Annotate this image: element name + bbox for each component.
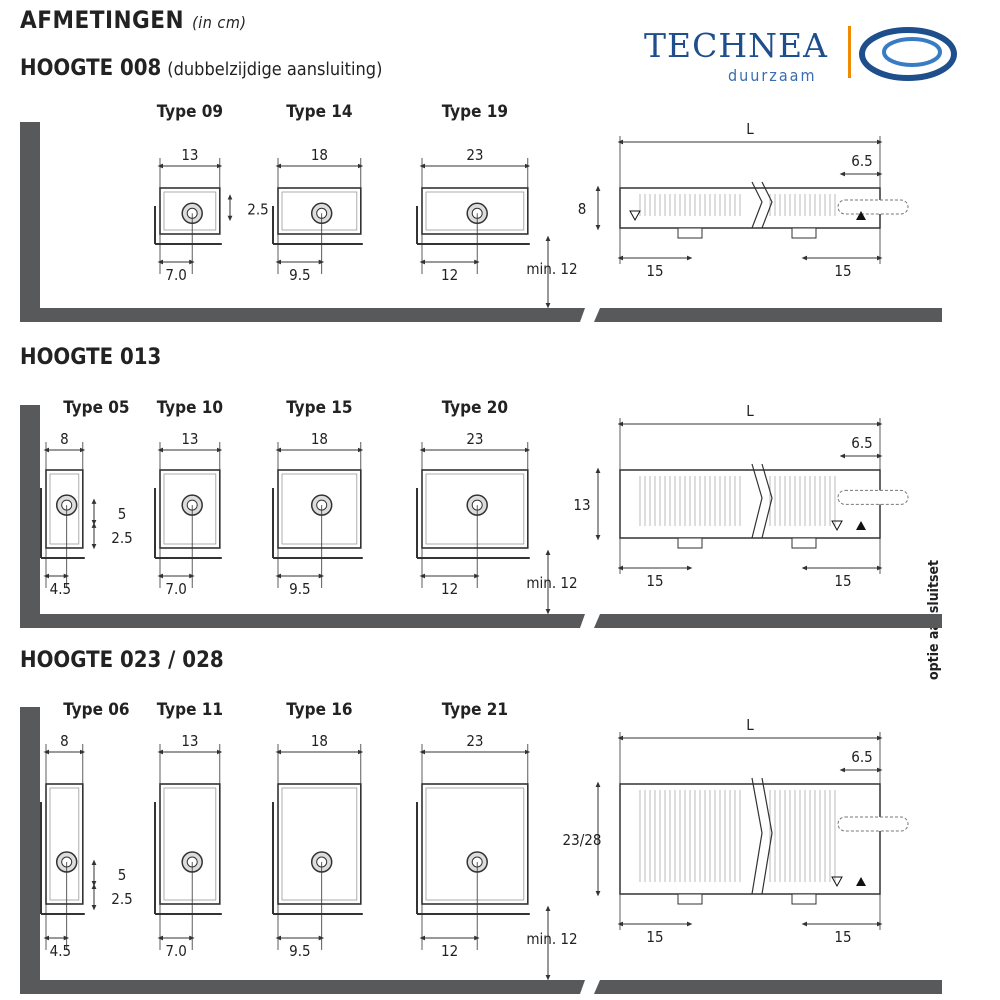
left-value: 15 — [646, 262, 664, 280]
type-label: Type 11 — [156, 700, 224, 720]
housing — [278, 784, 361, 904]
offset-value: 12 — [441, 266, 459, 284]
floor-clearance-value: min. 12 — [526, 260, 578, 278]
length-value: L — [746, 120, 754, 138]
width-value: 13 — [181, 146, 199, 164]
right-value: 15 — [834, 262, 852, 280]
offset-value: 12 — [441, 580, 459, 598]
floor-right — [594, 614, 942, 628]
left-value: 15 — [646, 572, 664, 590]
wall — [20, 405, 40, 628]
front-housing — [620, 470, 880, 538]
foot — [678, 228, 702, 238]
section-title-013: HOOGTE 013 — [20, 345, 162, 370]
offset-value: 4.5 — [49, 942, 72, 960]
width-value: 18 — [310, 146, 328, 164]
width-value: 23 — [466, 732, 484, 750]
foot — [792, 228, 816, 238]
type-label: Type 16 — [286, 700, 353, 720]
section-title-008: HOOGTE 008 (dubbelzijdige aansluiting) — [20, 56, 383, 81]
floor-right — [594, 980, 942, 994]
page-title: AFMETINGEN (in cm) — [20, 6, 247, 34]
type-label: Type 09 — [156, 102, 224, 122]
section-note: (dubbelzijdige aansluiting) — [167, 59, 383, 80]
type-label: Type 06 — [63, 700, 130, 720]
right-value: 15 — [834, 928, 852, 946]
width-value: 8 — [60, 430, 69, 448]
connection-value: 6.5 — [851, 434, 873, 452]
length-value: L — [746, 716, 754, 734]
vertical-value: 5 — [117, 504, 127, 523]
housing — [422, 784, 528, 904]
offset-value: 4.5 — [49, 580, 72, 598]
vertical-value: 5 — [117, 866, 127, 884]
right-value: 15 — [834, 572, 852, 590]
type-label: Type 21 — [441, 700, 509, 720]
housing — [160, 784, 220, 904]
floor-clearance-value: min. 12 — [526, 574, 578, 592]
type-label: Type 15 — [286, 398, 353, 418]
height-value: 8 — [577, 200, 587, 218]
vertical-value: 2.5 — [111, 890, 133, 908]
width-value: 13 — [181, 430, 199, 448]
connection-value: 6.5 — [851, 152, 873, 170]
left-value: 15 — [646, 928, 664, 946]
floor-left — [20, 308, 585, 322]
offset-value: 9.5 — [289, 266, 311, 284]
width-value: 23 — [466, 146, 484, 164]
offset-value: 12 — [441, 942, 459, 960]
unit-note: (in cm) — [192, 13, 247, 32]
floor-left — [20, 980, 585, 994]
type-label: Type 05 — [63, 398, 130, 418]
vertical-value: 2.5 — [111, 528, 133, 547]
width-value: 18 — [310, 430, 328, 448]
floor-right — [594, 308, 942, 322]
width-value: 13 — [181, 732, 199, 750]
foot — [678, 538, 702, 548]
width-value: 18 — [310, 732, 328, 750]
wall — [20, 122, 40, 322]
offset-value: 7.0 — [165, 580, 187, 598]
logo-word: TECHNEA — [644, 26, 828, 65]
floor-left — [20, 614, 585, 628]
offset-value: 9.5 — [289, 942, 311, 960]
offset-value: 9.5 — [289, 580, 311, 598]
vertical-value: 2.5 — [247, 200, 269, 219]
housing — [46, 784, 83, 904]
wall — [20, 707, 40, 994]
valve-kit — [838, 200, 908, 214]
offset-value: 7.0 — [165, 942, 187, 960]
foot — [792, 538, 816, 548]
type-label: Type 14 — [286, 102, 353, 122]
length-value: L — [746, 402, 754, 420]
height-value: 23/28 — [562, 831, 602, 849]
type-label: Type 19 — [441, 102, 509, 122]
floor-clearance-value: min. 12 — [526, 930, 578, 948]
logo-tagline: duurzaam — [728, 66, 817, 85]
type-label: Type 20 — [441, 398, 509, 418]
valve-kit — [838, 817, 908, 831]
height-value: 13 — [573, 496, 591, 514]
foot — [678, 894, 702, 904]
width-value: 8 — [60, 732, 69, 750]
valve-kit — [838, 490, 908, 504]
type-label: Type 10 — [156, 398, 224, 418]
section-title-023: HOOGTE 023 / 028 — [20, 648, 224, 673]
foot — [792, 894, 816, 904]
offset-value: 7.0 — [165, 266, 187, 284]
width-value: 23 — [466, 430, 484, 448]
connection-value: 6.5 — [851, 748, 873, 766]
